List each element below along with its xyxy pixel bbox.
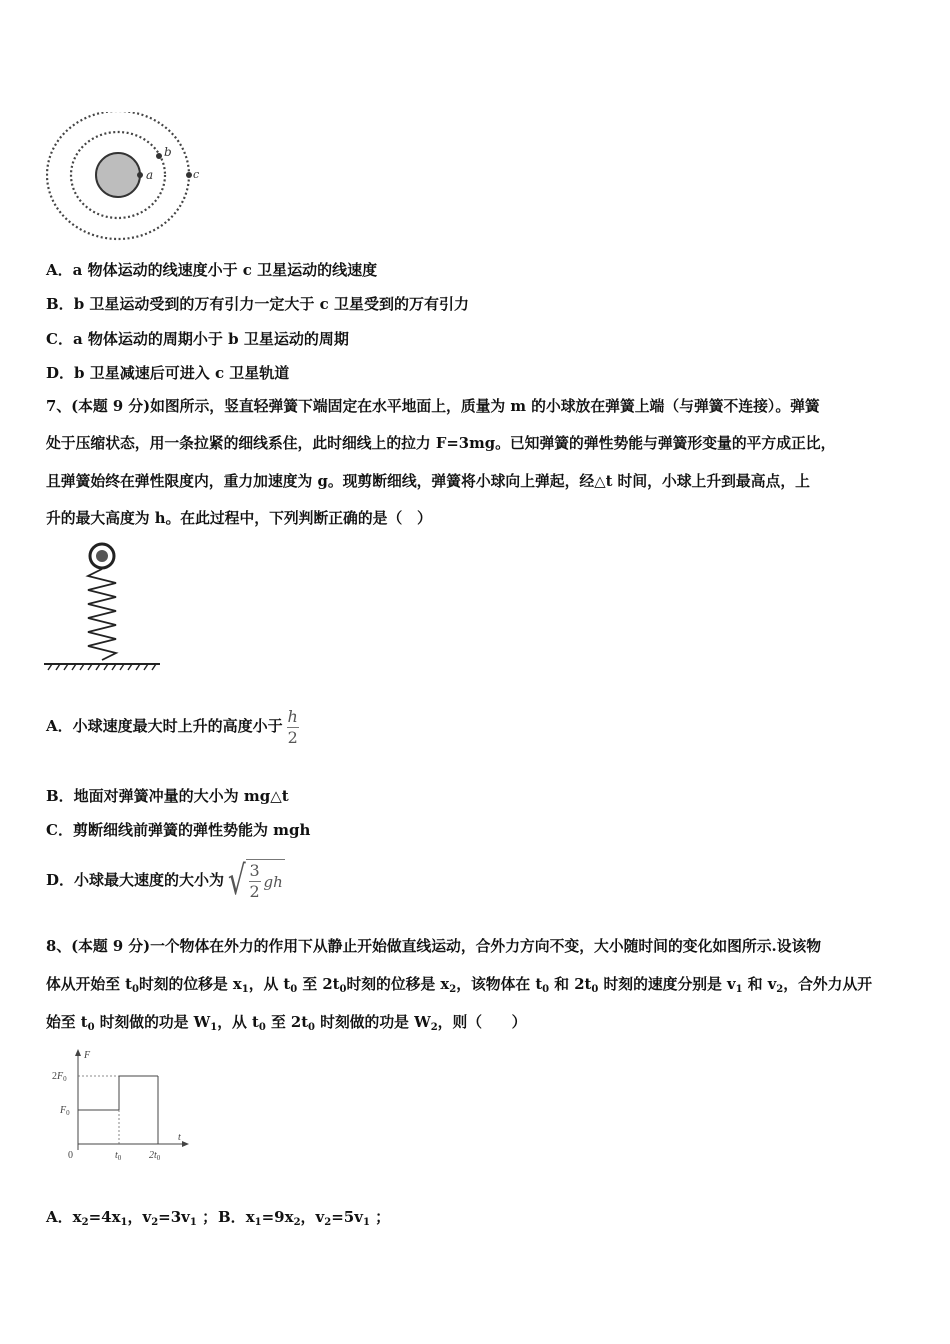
q6-option-b: B．b 卫星运动受到的万有引力一定大于 c 卫星受到的万有引力 bbox=[46, 295, 469, 313]
satellite-b bbox=[156, 153, 162, 159]
q8-stem-line2: 体从开始至 $t_0$时刻的位移是 $x_1$，从 $t_0$ 至 $2t_0$时刻的位移是 $x_2$，该物体在 $t_0$ 和 $2t_0$ 时刻的速度分别是 $v_1$ 和 $v_2$，合外力从开 bbox=[46, 976, 873, 995]
fraction-h-over-2: $\frac{h}{2}$ bbox=[287, 706, 298, 747]
force-time-graph bbox=[50, 1046, 200, 1166]
satellite-c bbox=[186, 172, 192, 178]
orbit-figure bbox=[46, 112, 206, 250]
q7-stem-line2: 处于压缩状态，用一条拉紧的细线系住，此时细线上的拉力 F=3mg。已知弹簧的弹性势能与弹簧形变量的平方成正比， bbox=[46, 435, 836, 452]
y-axis-label: F bbox=[84, 1050, 91, 1061]
q7-option-d: D．小球最大速度的大小为 √ $\frac{3}{2}$ gh bbox=[46, 858, 283, 904]
q8-stem-line1: 8、(本题 9 分)一个物体在外力的作用下从静止开始做直线运动，合外力方向不变，大小随时间的变化如图所示.设该物 bbox=[46, 938, 822, 955]
tick-t0: $t_0$ bbox=[115, 1150, 122, 1162]
tick-f0: $F_0$ bbox=[60, 1105, 70, 1117]
q8-stem-line3: 始至 $t_0$ 时刻做的功是 $W_1$，从 $t_0$ 至 $2t_0$ 时刻做的功是 $W_2$，则（ ） bbox=[46, 1014, 527, 1033]
q7-stem-line3: 且弹簧始终在弹性限度内，重力加速度为 g。现剪断细线，弹簧将小球向上弹起，经△t 时间，小球上升到最高点，上 bbox=[46, 473, 810, 490]
label-b: b bbox=[164, 145, 172, 159]
spring-figure bbox=[44, 540, 164, 675]
q8-option-b: B．$x_1=9x_2$，$v_2=5v_1$ ； bbox=[218, 1208, 391, 1228]
x-axis-label: t bbox=[178, 1132, 181, 1143]
tick-origin: 0 bbox=[68, 1150, 73, 1161]
q6-option-c: C．a 物体运动的周期小于 b 卫星运动的周期 bbox=[46, 330, 349, 348]
label-c: c bbox=[193, 168, 200, 181]
object-a bbox=[137, 172, 143, 178]
tick-2t0: $2t_0$ bbox=[149, 1150, 161, 1162]
q7-option-a: A．小球速度最大时上升的高度小于 $\frac{h}{2}$ bbox=[46, 706, 298, 747]
earth bbox=[96, 153, 140, 197]
q7-stem-line4: 升的最大高度为 h。在此过程中，下列判断正确的是（ ） bbox=[46, 510, 432, 527]
tick-2f0: $2F_0$ bbox=[52, 1071, 67, 1083]
sqrt-expression: √ $\frac{3}{2}$ gh bbox=[227, 858, 283, 904]
q8-option-a: A．$x_2=4x_1$，$v_2=3v_1$ ； bbox=[46, 1208, 218, 1228]
q6-option-a: A．a 物体运动的线速度小于 c 卫星运动的线速度 bbox=[46, 261, 378, 279]
q6-option-d: D．b 卫星减速后可进入 c 卫星轨道 bbox=[46, 364, 290, 382]
q7-stem-line1: 7、(本题 9 分)如图所示，竖直轻弹簧下端固定在水平地面上，质量为 m 的小球放在弹簧上端（与弹簧不连接）。弹簧 bbox=[46, 398, 820, 415]
label-a: a bbox=[146, 168, 154, 182]
q7-option-c: C．剪断细线前弹簧的弹性势能为 mgh bbox=[46, 821, 311, 839]
spring bbox=[88, 569, 116, 660]
q7-option-b: B．地面对弹簧冲量的大小为 mg△t bbox=[46, 787, 289, 805]
